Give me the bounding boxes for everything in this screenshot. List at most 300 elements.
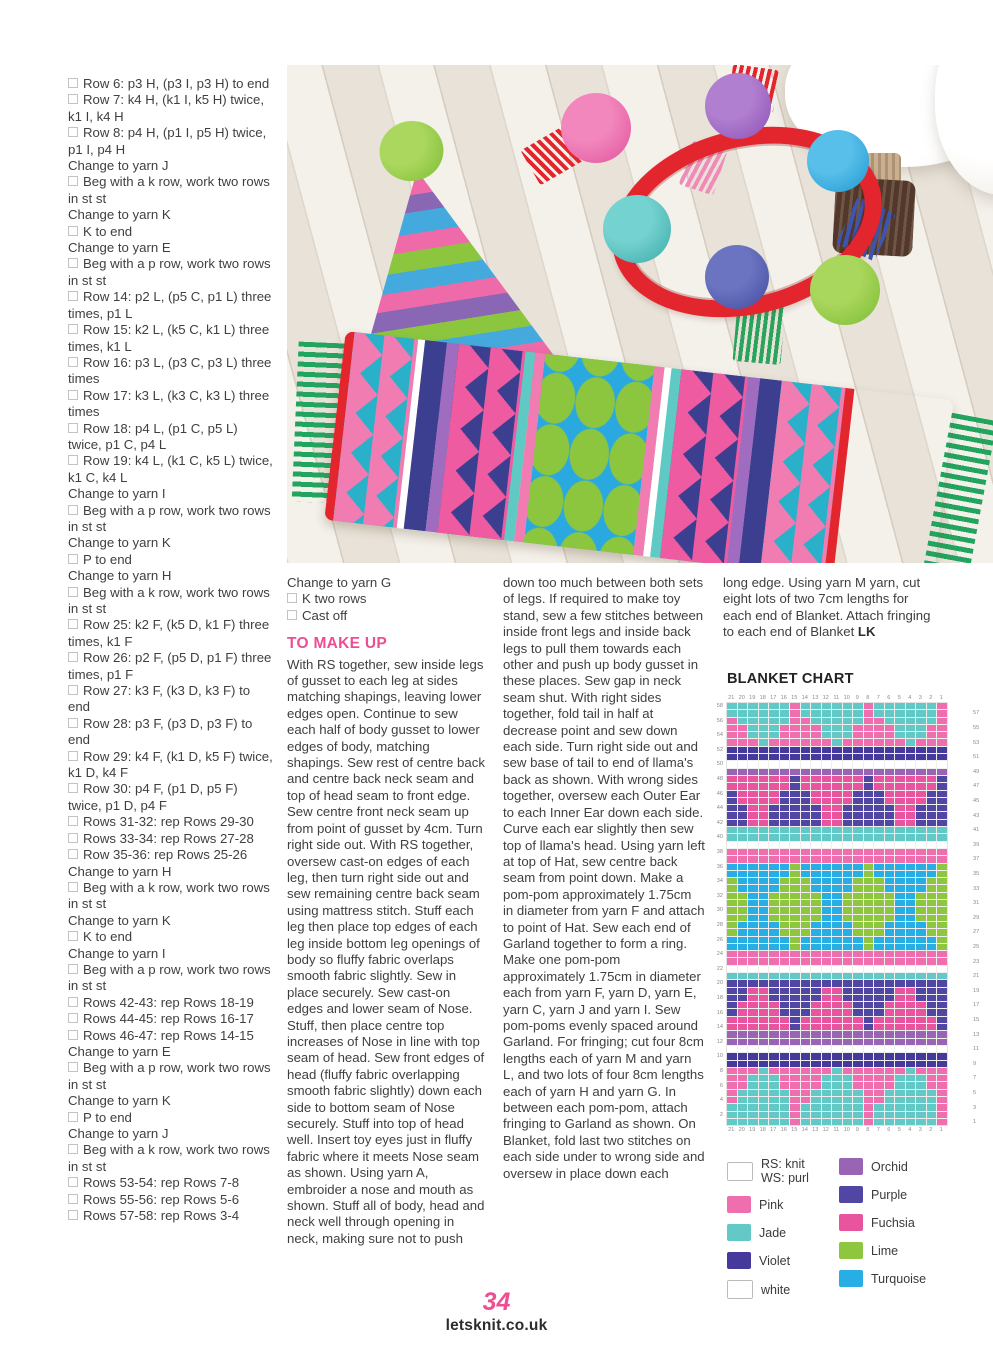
chart-cell (738, 1031, 748, 1037)
stitch-number: 20 (738, 1127, 745, 1134)
chart-cell (801, 944, 811, 950)
chart-cell (927, 834, 937, 840)
chart-cell (748, 849, 758, 855)
chart-cell (843, 834, 853, 840)
chart-cell (916, 827, 926, 833)
chart-cell (759, 944, 769, 950)
chart-cell (885, 1119, 895, 1125)
chart-cell (738, 1068, 748, 1074)
chart-cell (885, 915, 895, 921)
chart-cell (843, 820, 853, 826)
step-checkbox[interactable] (68, 78, 78, 88)
chart-cell (853, 1046, 863, 1052)
row-number: 49 (973, 768, 980, 775)
chart-cell (853, 864, 863, 870)
step-checkbox[interactable] (68, 357, 78, 367)
chart-cell (801, 871, 811, 877)
chart-cell (801, 783, 811, 789)
chart-cell (748, 1046, 758, 1052)
chart-cell (780, 798, 790, 804)
step-checkbox[interactable] (68, 226, 78, 236)
pattern-step-text: Beg with a p row, work two rows in st st (68, 1060, 271, 1092)
pom-pom-purple (705, 73, 771, 139)
chart-cell (937, 973, 947, 979)
stitch-number: 5 (897, 1127, 901, 1134)
chart-cell (874, 944, 884, 950)
step-checkbox[interactable] (68, 1144, 78, 1154)
chart-cell (874, 805, 884, 811)
row-number: 30 (716, 907, 723, 914)
chart-cell (927, 1104, 937, 1110)
chart-cell (927, 747, 937, 753)
step-checkbox[interactable] (68, 816, 78, 826)
chart-cell (832, 834, 842, 840)
chart-cell (780, 849, 790, 855)
chart-cell (895, 1090, 905, 1096)
chart-cell (864, 922, 874, 928)
chart-cell (727, 864, 737, 870)
chart-cell (748, 820, 758, 826)
chart-cell (727, 747, 737, 753)
chart-cell (769, 718, 779, 724)
chart-cell (780, 944, 790, 950)
chart-cell (790, 805, 800, 811)
chart-cell (843, 922, 853, 928)
step-checkbox[interactable] (68, 554, 78, 564)
chart-cell (822, 937, 832, 943)
chart-cell (916, 929, 926, 935)
chart-cell (801, 834, 811, 840)
chart-cell (727, 1046, 737, 1052)
chart-cell (843, 864, 853, 870)
chart-cell (780, 937, 790, 943)
chart-cell (822, 739, 832, 745)
step-checkbox[interactable] (68, 751, 78, 761)
chart-cell (811, 1024, 821, 1030)
chart-cell (885, 980, 895, 986)
chart-cell (769, 1112, 779, 1118)
key-label: Jade (759, 1225, 787, 1240)
chart-cell (853, 907, 863, 913)
chart-cell (874, 1046, 884, 1052)
row-number: 22 (716, 965, 723, 972)
chart-cell (874, 907, 884, 913)
chart-cell (874, 1097, 884, 1103)
chart-cell (780, 827, 790, 833)
chart-cell (916, 1061, 926, 1067)
chart-cell (937, 747, 947, 753)
chart-cell (780, 739, 790, 745)
chart-cell (885, 944, 895, 950)
chart-cell (801, 842, 811, 848)
pattern-step (68, 847, 275, 863)
step-checkbox[interactable] (68, 505, 78, 515)
chart-cell (885, 783, 895, 789)
row-number: 39 (973, 841, 980, 848)
chart-cell (822, 1046, 832, 1052)
chart-cell (748, 761, 758, 767)
chart-cell (790, 1039, 800, 1045)
chart-cell (853, 776, 863, 782)
chart-cell (822, 1053, 832, 1059)
step-checkbox[interactable] (68, 94, 78, 104)
chart-cell (811, 805, 821, 811)
chart-cell (811, 820, 821, 826)
chart-cell (748, 900, 758, 906)
pattern-step (68, 1192, 275, 1208)
chart-cell (864, 827, 874, 833)
chart-cell (874, 718, 884, 724)
step-checkbox[interactable] (68, 291, 78, 301)
row-number: 41 (973, 827, 980, 834)
chart-cell (801, 856, 811, 862)
chart-cell (853, 732, 863, 738)
chart-cell (790, 820, 800, 826)
chart-cell (759, 703, 769, 709)
chart-cell (780, 864, 790, 870)
chart-cell (895, 951, 905, 957)
chart-cell (843, 747, 853, 753)
chart-cell (874, 1024, 884, 1030)
chart-cell (874, 754, 884, 760)
chart-cell (906, 849, 916, 855)
chart-cell (822, 856, 832, 862)
chart-cell (937, 739, 947, 745)
chart-cell (727, 1075, 737, 1081)
chart-cell (843, 1024, 853, 1030)
step-checkbox[interactable] (68, 1194, 78, 1204)
chart-cell (822, 1119, 832, 1125)
chart-cell (822, 885, 832, 891)
step-checkbox[interactable] (287, 610, 297, 620)
chart-cell (864, 1061, 874, 1067)
chart-cell (790, 849, 800, 855)
chart-cell (895, 761, 905, 767)
chart-cell (832, 1061, 842, 1067)
step-checkbox[interactable] (68, 1210, 78, 1220)
pattern-step-text: K to end (83, 929, 133, 945)
row-number: 16 (716, 1009, 723, 1016)
step-checkbox[interactable] (287, 593, 297, 603)
pattern-step-text: Change to yarn K (68, 207, 171, 223)
step-checkbox[interactable] (68, 931, 78, 941)
chart-cell (864, 776, 874, 782)
chart-cell (759, 820, 769, 826)
chart-cell (906, 1104, 916, 1110)
chart-cell (801, 966, 811, 972)
chart-cell (927, 805, 937, 811)
chart-cell (748, 973, 758, 979)
row-number: 40 (716, 834, 723, 841)
chart-cell (790, 1061, 800, 1067)
step-checkbox[interactable] (68, 997, 78, 1007)
chart-cell (738, 922, 748, 928)
chart-cell (832, 812, 842, 818)
chart-cell (843, 761, 853, 767)
chart-cell (885, 791, 895, 797)
chart-cell (885, 798, 895, 804)
chart-cell (811, 1082, 821, 1088)
step-checkbox[interactable] (68, 685, 78, 695)
chart-cell (864, 1090, 874, 1096)
chart-cell (843, 739, 853, 745)
chart-cell (916, 1053, 926, 1059)
pattern-note (68, 946, 275, 962)
chart-cell (885, 834, 895, 840)
key-label: Fuchsia (871, 1215, 915, 1230)
chart-cell (895, 929, 905, 935)
chart-cell (885, 747, 895, 753)
chart-cell (885, 864, 895, 870)
chart-cell (843, 980, 853, 986)
chart-cell (853, 973, 863, 979)
step-checkbox[interactable] (68, 849, 78, 859)
chart-cell (843, 725, 853, 731)
chart-cell (832, 820, 842, 826)
chart-cell (748, 1024, 758, 1030)
pattern-step-text: Change to yarn H (68, 863, 172, 879)
chart-cell (738, 798, 748, 804)
stitch-number: 12 (822, 695, 829, 701)
chart-cell (727, 1097, 737, 1103)
chart-cell (843, 776, 853, 782)
row-number: 31 (973, 900, 980, 907)
chart-cell (759, 812, 769, 818)
step-checkbox[interactable] (68, 1112, 78, 1122)
chart-cell (937, 842, 947, 848)
pattern-step-text: Change to yarn E (68, 1043, 171, 1059)
chart-cell (927, 812, 937, 818)
step-checkbox[interactable] (68, 619, 78, 629)
step-checkbox[interactable] (68, 587, 78, 597)
chart-cell (790, 798, 800, 804)
chart-cell (738, 1002, 748, 1008)
chart-cell (853, 1112, 863, 1118)
chart-cell (874, 1090, 884, 1096)
chart-cell (822, 842, 832, 848)
row-number: 14 (716, 1024, 723, 1031)
chart-cell (769, 951, 779, 957)
chart-cell (727, 805, 737, 811)
chart-cell (864, 739, 874, 745)
chart-cell (748, 1061, 758, 1067)
key-label: white (761, 1282, 791, 1297)
key-item (839, 1242, 967, 1259)
chart-cell (727, 1090, 737, 1096)
chart-cell (895, 1053, 905, 1059)
row-number: 24 (716, 951, 723, 958)
chart-cell (895, 1031, 905, 1037)
pattern-step (68, 814, 275, 830)
chart-cell (853, 1039, 863, 1045)
chart-cell (895, 739, 905, 745)
step-checkbox[interactable] (68, 964, 78, 974)
chart-cell (832, 827, 842, 833)
chart-cell (832, 856, 842, 862)
chart-cell (769, 878, 779, 884)
row-number: 18 (716, 995, 723, 1001)
chart-cell (780, 951, 790, 957)
row-number: 34 (716, 878, 723, 885)
chart-cell (864, 893, 874, 899)
chart-cell (916, 703, 926, 709)
step-checkbox[interactable] (68, 423, 78, 433)
chart-cell (790, 1017, 800, 1023)
chart-cell (822, 776, 832, 782)
chart-cell (748, 754, 758, 760)
chart-cell (832, 1009, 842, 1015)
chart-cell (906, 922, 916, 928)
chart-cell (780, 878, 790, 884)
key-item (839, 1270, 967, 1287)
stitch-number: 10 (843, 695, 850, 701)
chart-cell (780, 1097, 790, 1103)
chart-cell (853, 893, 863, 899)
chart-cell (916, 900, 926, 906)
chart-cell (822, 1090, 832, 1096)
chart-cell (780, 1017, 790, 1023)
chart-cell (832, 1112, 842, 1118)
chart-cell (811, 754, 821, 760)
chart-cell (874, 973, 884, 979)
chart-cell (790, 710, 800, 716)
chart-cell (780, 820, 790, 826)
step-checkbox[interactable] (68, 1062, 78, 1072)
chart-cell (895, 1097, 905, 1103)
chart-cell (727, 951, 737, 957)
chart-cell (759, 776, 769, 782)
chart-cell (769, 827, 779, 833)
chart-cell (853, 739, 863, 745)
chart-cell (811, 783, 821, 789)
chart-cell (727, 922, 737, 928)
chart-cell (906, 1097, 916, 1103)
chart-cell (874, 966, 884, 972)
step-checkbox[interactable] (68, 1030, 78, 1040)
chart-cell (790, 1119, 800, 1125)
chart-cell (885, 1053, 895, 1059)
chart-cell (811, 885, 821, 891)
chart-cell (832, 1090, 842, 1096)
chart-cell (916, 1046, 926, 1052)
chart-cell (748, 783, 758, 789)
chart-cell (927, 776, 937, 782)
chart-cell (801, 937, 811, 943)
pattern-step-text: Change to yarn I (68, 945, 166, 961)
chart-cell (759, 1068, 769, 1074)
step-checkbox[interactable] (68, 258, 78, 268)
chart-cell (832, 1031, 842, 1037)
chart-cell (727, 842, 737, 848)
chart-cell (927, 769, 937, 775)
chart-cell (790, 871, 800, 877)
chart-cell (811, 944, 821, 950)
chart-cell (927, 820, 937, 826)
chart-cell (874, 1112, 884, 1118)
step-checkbox[interactable] (68, 718, 78, 728)
chart-cell (895, 1082, 905, 1088)
chart-cell (822, 718, 832, 724)
row-number: 1 (973, 1119, 977, 1126)
step-checkbox[interactable] (68, 652, 78, 662)
chart-cell (822, 1104, 832, 1110)
chart-cell (769, 842, 779, 848)
stitch-number: 11 (833, 695, 840, 701)
step-checkbox[interactable] (68, 1177, 78, 1187)
pattern-step-text: Row 25: k2 F, (k5 D, k1 F) three times, k1 F (68, 617, 270, 649)
chart-cell (906, 827, 916, 833)
chart-cell (780, 1090, 790, 1096)
chart-cell (906, 1017, 916, 1023)
chart-cell (874, 878, 884, 884)
chart-cell (874, 849, 884, 855)
chart-cell (811, 980, 821, 986)
chart-cell (874, 747, 884, 753)
chart-cell (811, 966, 821, 972)
chart-cell (906, 878, 916, 884)
chart-cell (864, 725, 874, 731)
chart-cell (874, 1082, 884, 1088)
key-swatch (839, 1270, 863, 1287)
step-checkbox[interactable] (68, 390, 78, 400)
chart-cell (843, 1075, 853, 1081)
chart-cell (843, 937, 853, 943)
chart-cell (885, 812, 895, 818)
chart-cell (822, 944, 832, 950)
chart-cell (790, 1104, 800, 1110)
chart-cell (790, 951, 800, 957)
chart-cell (769, 871, 779, 877)
chart-cell (769, 769, 779, 775)
chart-cell (822, 1097, 832, 1103)
chart-cell (727, 1104, 737, 1110)
row-number: 53 (973, 739, 980, 746)
pattern-note (68, 864, 275, 880)
chart-cell (822, 958, 832, 964)
chart-cell (895, 1068, 905, 1074)
chart-cell (853, 1024, 863, 1030)
chart-cell (790, 812, 800, 818)
step-checkbox[interactable] (68, 882, 78, 892)
chart-cell (895, 958, 905, 964)
chart-cell (853, 769, 863, 775)
chart-column-numbers-bottom (726, 1126, 947, 1134)
chart-cell (927, 754, 937, 760)
chart-cell (759, 973, 769, 979)
chart-cell (843, 849, 853, 855)
step-checkbox[interactable] (68, 833, 78, 843)
chart-cell (759, 922, 769, 928)
step-checkbox[interactable] (68, 455, 78, 465)
pattern-step-text: Row 17: k3 L, (k3 C, k3 L) three times (68, 387, 270, 420)
chart-cell (843, 732, 853, 738)
chart-cell (811, 1053, 821, 1059)
chart-cell (790, 732, 800, 738)
chart-cell (832, 798, 842, 804)
step-checkbox[interactable] (68, 324, 78, 334)
step-checkbox[interactable] (68, 127, 78, 137)
chart-cell (811, 732, 821, 738)
step-checkbox[interactable] (68, 1013, 78, 1023)
chart-cell (801, 973, 811, 979)
chart-cell (937, 1009, 947, 1015)
chart-cell (822, 791, 832, 797)
llama-body-fluff (935, 65, 993, 195)
step-checkbox[interactable] (68, 176, 78, 186)
chart-cell (769, 820, 779, 826)
chart-cell (811, 907, 821, 913)
step-checkbox[interactable] (68, 783, 78, 793)
